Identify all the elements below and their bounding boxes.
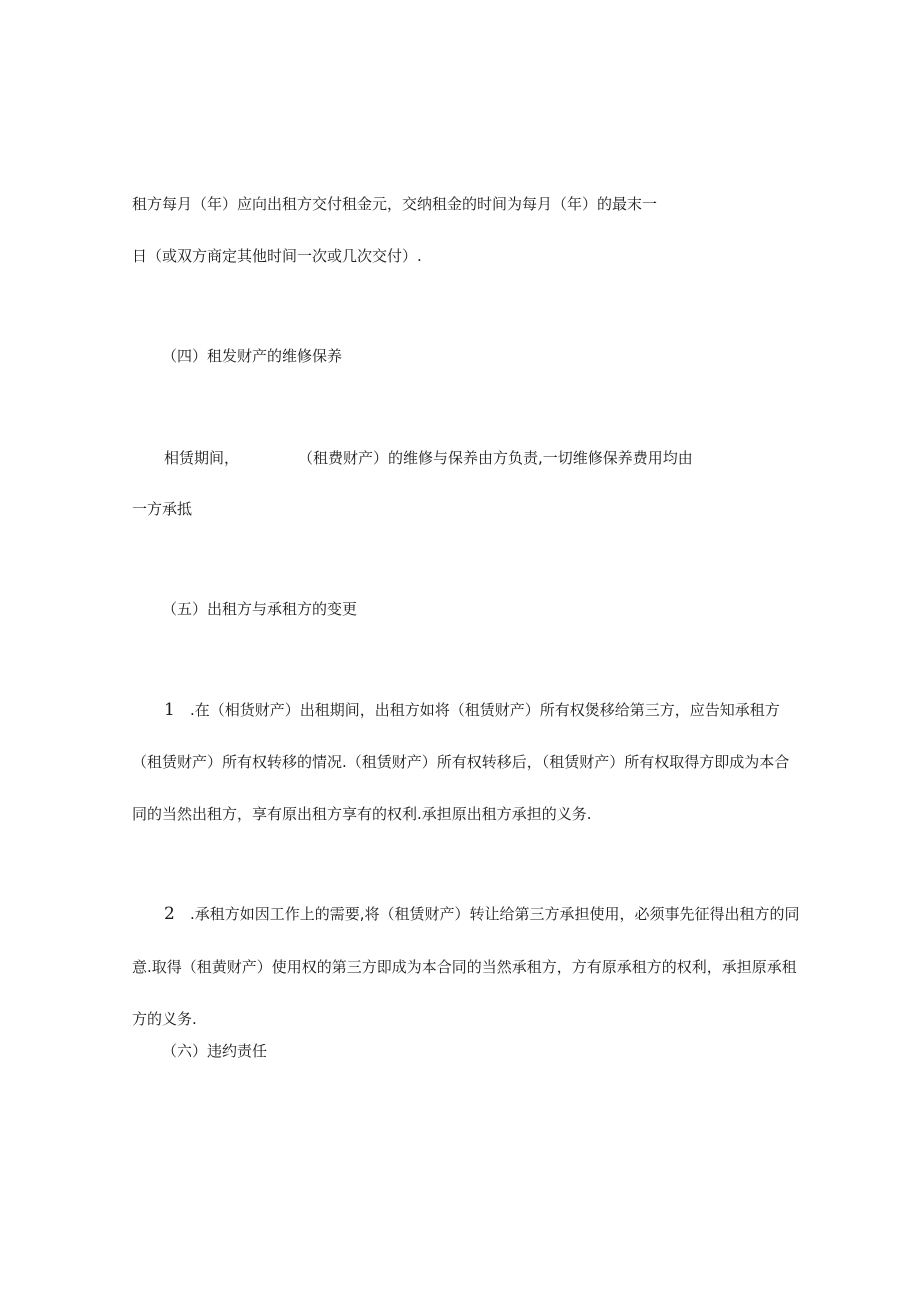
item-2-text: .承租方如因工作上的需要,将（租赁财产）转让给第三方承担使用，必须事先征得出租方的同 [190,905,800,923]
section-4-line-1b: （租费财产）的维修与保养由方负责,一切维修保养费用均由 [298,449,693,467]
section-5-heading: （五）出租方与承租方的变更 [162,600,358,618]
section-5-item-2-line-3: 方的义务. [132,1010,197,1028]
item-1-number: 1 [164,700,175,720]
section-5-item-1-line-2: （租赁财产）所有权转移的情况.（租赁财产）所有权转移后，（租赁财产）所有权取得方即成为本合 [132,753,790,771]
section-4-heading: （四）租发财产的维修保养 [162,347,343,365]
rent-paragraph-line-1: 租方每月（年）应向出租方交付租金元，交纳租金的时间为每月（年）的最末一 [132,195,658,213]
section-4-line-1a: 相赁期间， [164,449,240,467]
section-5-item-1-line-3: 同的当然出租方，享有原出租方享有的权利.承担原出租方承担的义务. [132,805,592,823]
section-5-item-1-line-1 [164,700,780,720]
item-1-text: .在（相货财产）出租期间，出租方如将（租赁财产）所有权煲移给第三方，应告知承租方 [190,701,780,719]
section-4-line-2: 一方承抵 [132,500,193,518]
section-5-item-2-line-1 [164,904,800,924]
section-6-heading: （六）违约责任 [162,1042,268,1060]
rent-paragraph-line-2: 日（或双方商定其他时间一次或几次交付）. [132,247,422,265]
item-2-number: 2 [164,904,175,924]
section-5-item-2-line-2: 意.取得（租黄财产）使用权的第三方即成为本合同的当然承租方，方有原承租方的权利，承担原承租 [132,958,797,976]
